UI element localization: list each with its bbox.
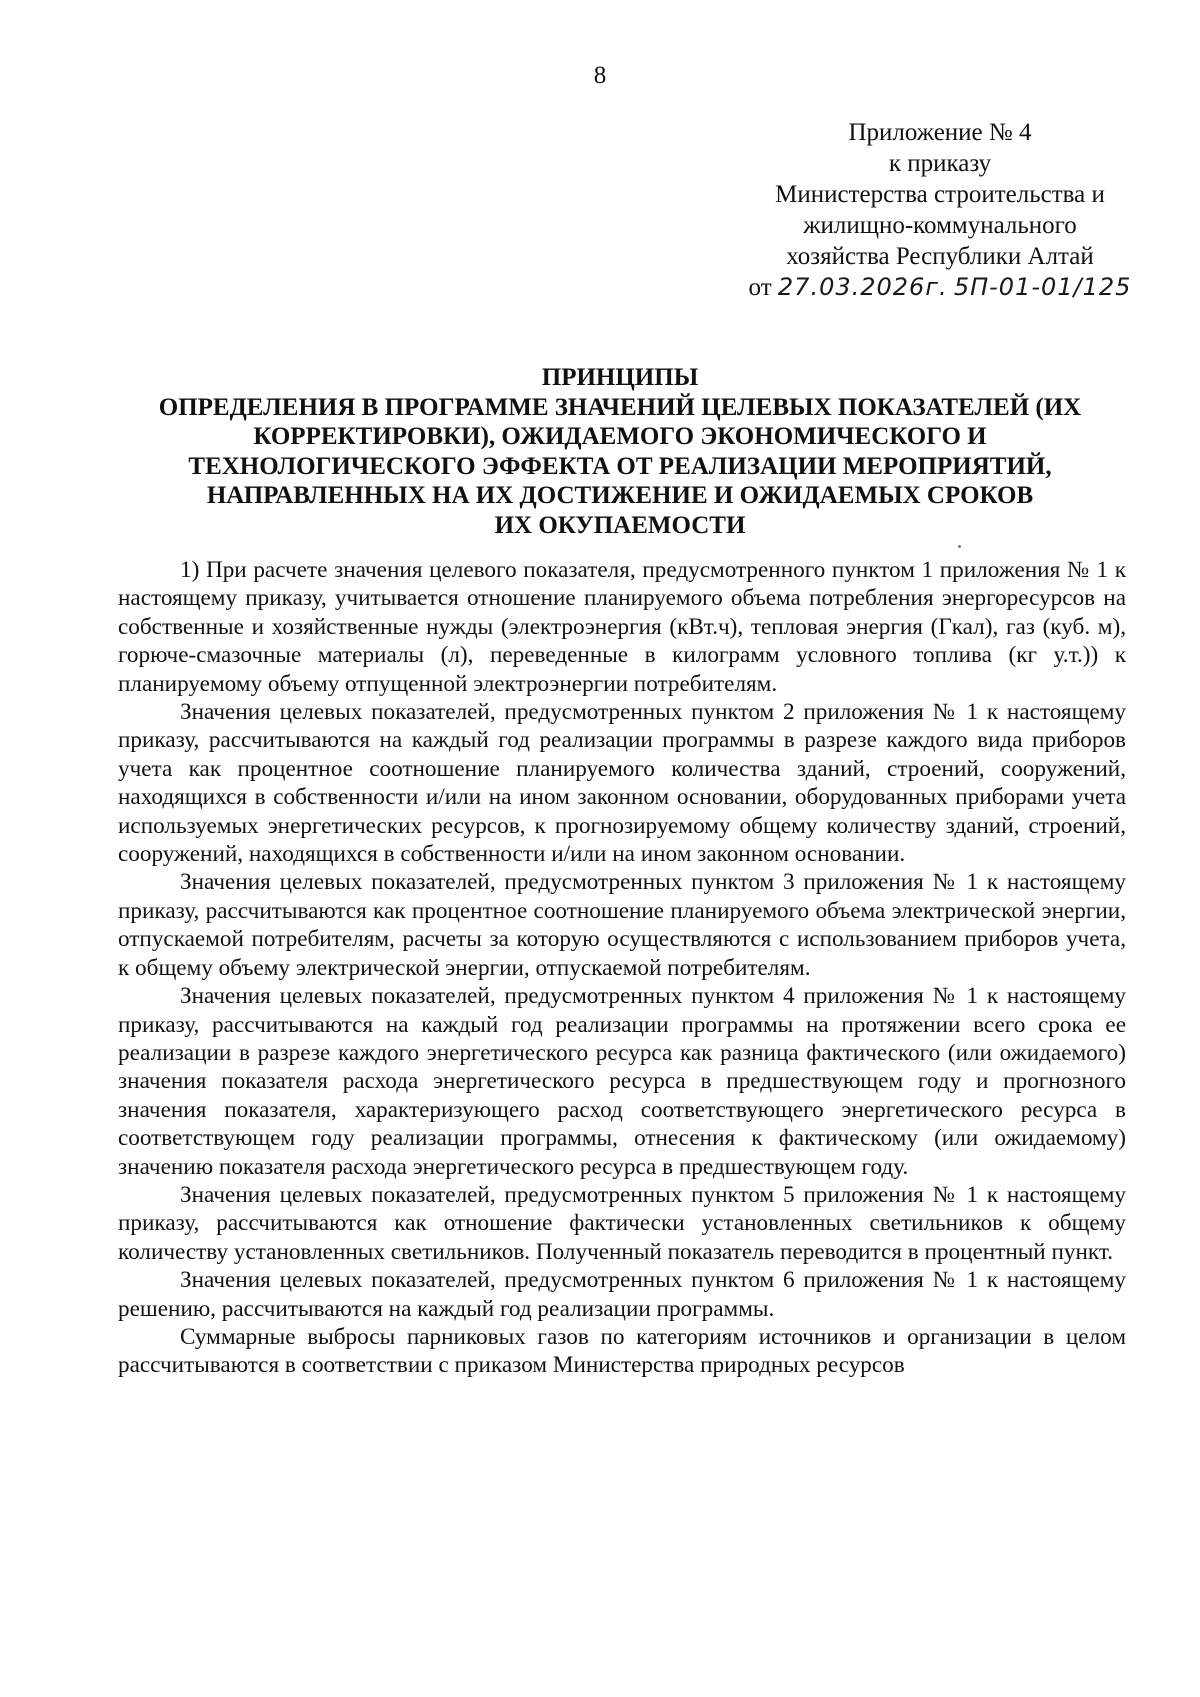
body-paragraph: Значения целевых показателей, предусмотренных пунктом 4 приложения № 1 к настоящему приказу, рассчитываются на каждый год реализации программы на протяжении всего срока ее реализации в разрезе каждого энергетического ресурса как разница фактического (или ожидаемого) значения показателя расхода энергетического ресурса в предшествующем году и прогнозного значения показателя, характеризующего расход соответствующего энергетического ресурса в соответствующем году реализации программы, отнесения к фактическому (или ожидаемому) значению показателя расхода энергетического ресурса в предшествующем году. — [118, 983, 1126, 1180]
title-line: КОРРЕКТИРОВКИ), ОЖИДАЕМОГО ЭКОНОМИЧЕСКОГО И — [253, 423, 987, 450]
body-paragraph: Значения целевых показателей, предусмотренных пунктом 2 приложения № 1 к настоящему приказу, рассчитываются на каждый год реализации программы в разрезе каждого вида приборов учета как процентное соотношение планируемого количества зданий, строений, сооружений, находящихся в собственности и/или на ином законном основании, оборудованных приборами учета используемых энергетических ресурсов, к прогнозируемому общему количеству зданий, строений, сооружений, находящихся в собственности и/или на ином законном основании. — [118, 699, 1126, 868]
body-paragraph: Значения целевых показателей, предусмотренных пунктом 5 приложения № 1 к настоящему приказу, рассчитываются как отношение фактически установленных светильников к общему количеству установленных светильников. Полученный показатель переводится в процентный пункт. — [118, 1181, 1126, 1265]
title-line: ИХ ОКУПАЕМОСТИ — [494, 511, 746, 539]
body-paragraph: Значения целевых показателей, предусмотренных пунктом 3 приложения № 1 к настоящему приказу, рассчитываются как процентное соотношение планируемого объема электрической энергии, отпускаемой потребителям, расчеты за которую осуществляются с использованием приборов учета, к общему объему электрической энергии, отпускаемой потребителям. — [118, 869, 1126, 981]
title-line: ПРИНЦИПЫ — [541, 364, 699, 391]
body-paragraph: Суммарные выбросы парниковых газов по категориям источников и организации в целом рассчитываются в соответствии с приказом Министерства природных ресурсов — [118, 1323, 1126, 1379]
appendix-line: жилищно-коммунального — [803, 212, 1077, 239]
page-number: 8 — [593, 62, 607, 89]
appendix-date-line — [720, 272, 1160, 303]
appendix-line: Министерства строительства и — [775, 181, 1105, 208]
appendix-line: Приложение № 4 — [848, 119, 1032, 146]
document-body — [118, 556, 1126, 1380]
title-line: ОПРЕДЕЛЕНИЯ В ПРОГРАММЕ ЗНАЧЕНИЙ ЦЕЛЕВЫХ ПОКАЗАТЕЛЕЙ (ИХ — [158, 393, 1082, 421]
document-title — [100, 363, 1140, 540]
body-paragraph: 1) При расчете значения целевого показателя, предусмотренного пунктом 1 приложения № 1 к настоящему приказу, учитывается отношение планируемого объема потребления энергоресурсов на собственные и хозяйственные нужды (электроэнергия (кВт.ч), тепловая энергия (Гкал), газ (куб. м), горюче-смазочные материалы (л), переведенные в килограмм условного топлива (кг у.т.)) к планируемому объему отпущенной электроэнергии потребителям. — [118, 557, 1126, 697]
date-prefix: от — [748, 274, 772, 301]
handwritten-number-prefix: г. — [925, 273, 948, 301]
appendix-line: к приказу — [888, 150, 992, 177]
title-line: НАПРАВЛЕННЫХ НА ИХ ДОСТИЖЕНИЕ И ОЖИДАЕМЫХ СРОКОВ — [206, 482, 1034, 509]
title-line: ТЕХНОЛОГИЧЕСКОГО ЭФФЕКТА ОТ РЕАЛИЗАЦИИ МЕРОПРИЯТИЙ, — [188, 452, 1052, 480]
handwritten-date: 27.03.2026 — [777, 273, 926, 301]
body-paragraph: Значения целевых показателей, предусмотренных пунктом 6 приложения № 1 к настоящему решению, рассчитываются на каждый год реализации программы. — [118, 1267, 1126, 1322]
appendix-header — [720, 117, 1160, 303]
scan-speck — [958, 545, 961, 548]
handwritten-order-number: 5П-01-01/125 — [953, 273, 1132, 301]
appendix-line: хозяйства Республики Алтай — [786, 243, 1094, 270]
